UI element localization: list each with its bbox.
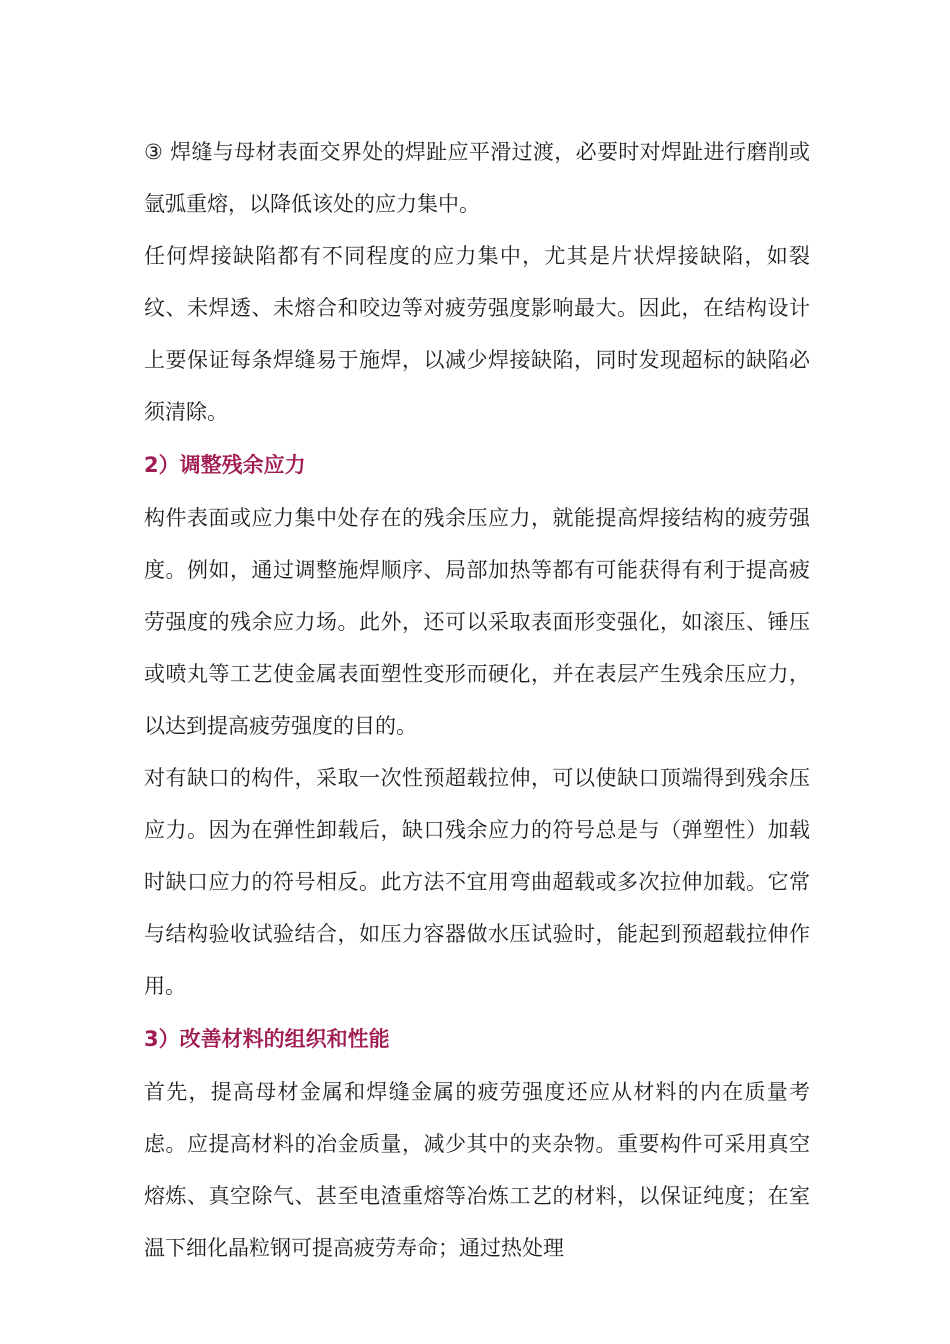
paragraph-weld-defects: 任何焊接缺陷都有不同程度的应力集中，尤其是片状焊接缺陷，如裂纹、未焊透、未熔合和咬边等对疲劳强度影响最大。因此，在结构设计上要保证每条焊缝易于施焊，以减少焊接缺陷，同时发现超标的缺陷必须清除。: [144, 244, 810, 424]
paragraph-weld-toe: ③ 焊缝与母材表面交界处的焊趾应平滑过渡，必要时对焊趾进行磨削或氩弧重熔，以降低该处的应力集中。: [144, 140, 810, 216]
paragraph-material-quality: 首先，提高母材金属和焊缝金属的疲劳强度还应从材料的内在质量考虑。应提高材料的冶金质量，减少其中的夹杂物。重要构件可采用真空熔炼、真空除气、甚至电渣重熔等冶炼工艺的材料，以保证纯度；在室温下细化晶粒钢可提高疲劳寿命；通过热处理: [144, 1080, 810, 1260]
document-body: [144, 126, 810, 1274]
section-heading-material-properties: 3）改善材料的组织和性能: [144, 1027, 390, 1051]
section-heading-residual-stress: 2）调整残余应力: [144, 453, 306, 477]
paragraph-overload-tension: 对有缺口的构件，采取一次性预超载拉伸，可以使缺口顶端得到残余压应力。因为在弹性卸载后，缺口残余应力的符号总是与（弹塑性）加载时缺口应力的符号相反。此方法不宜用弯曲超载或多次拉伸加载。它常与结构验收试验结合，如压力容器做水压试验时，能起到预超载拉伸作用。: [144, 766, 810, 998]
paragraph-compressive-stress: 构件表面或应力集中处存在的残余压应力，就能提高焊接结构的疲劳强度。例如，通过调整施焊顺序、局部加热等都有可能获得有利于提高疲劳强度的残余应力场。此外，还可以采取表面形变强化，如滚压、锤压或喷丸等工艺使金属表面塑性变形而硬化，并在表层产生残余压应力，以达到提高疲劳强度的目的。: [144, 506, 810, 738]
